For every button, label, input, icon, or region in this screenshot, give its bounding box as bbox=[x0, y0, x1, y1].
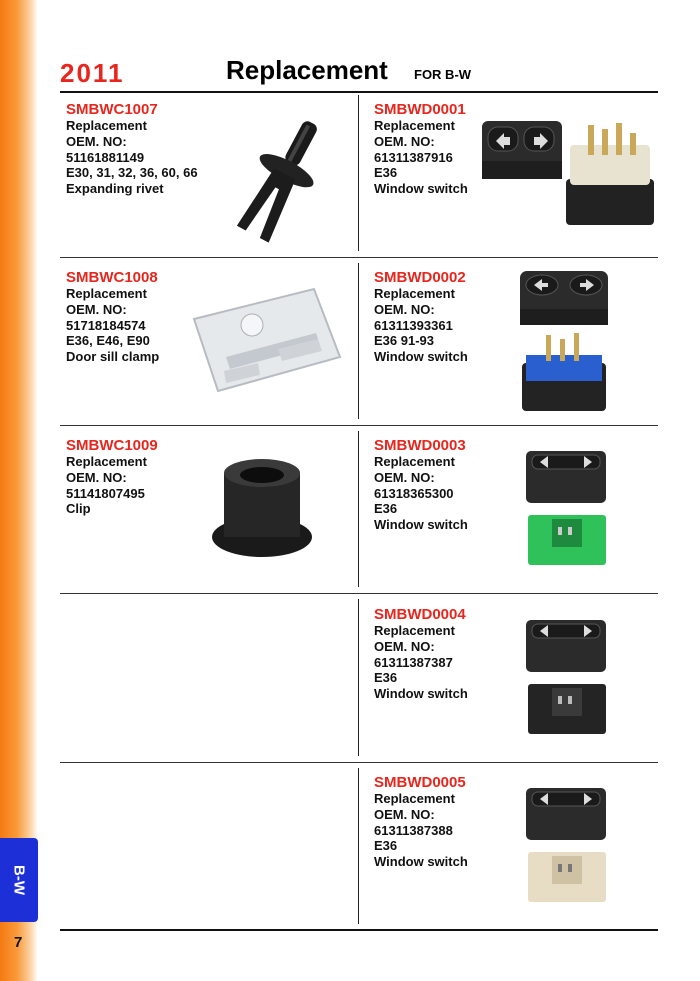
window-switch-image bbox=[522, 618, 612, 738]
part-name: Window switch bbox=[374, 854, 468, 870]
product-type: Replacement bbox=[66, 454, 147, 469]
clip-image bbox=[208, 455, 318, 565]
window-switch-image bbox=[522, 449, 612, 569]
models: E36 bbox=[374, 670, 398, 686]
column-divider bbox=[358, 95, 359, 251]
part-name: Window switch bbox=[374, 517, 468, 533]
product-type: Replacement bbox=[374, 454, 455, 469]
product-type: Replacement bbox=[374, 791, 455, 806]
oem-label: OEM. NO: bbox=[374, 638, 435, 654]
part-name: Window switch bbox=[374, 181, 468, 197]
oem-number: 51141807495 bbox=[66, 485, 145, 501]
part-name: Expanding rivet bbox=[66, 181, 164, 197]
oem-number: 61311393361 bbox=[374, 317, 453, 333]
door-sill-clamp-image bbox=[188, 279, 348, 399]
oem-label: OEM. NO: bbox=[66, 301, 127, 317]
side-color-strip bbox=[0, 0, 38, 981]
oem-number: 51161881149 bbox=[66, 149, 145, 165]
column-divider bbox=[358, 431, 359, 587]
window-switch-image bbox=[522, 786, 612, 906]
part-name: Window switch bbox=[374, 686, 468, 702]
page-number: 7 bbox=[14, 934, 23, 951]
product-code: SMBWC1009 bbox=[66, 437, 158, 454]
part-name: Door sill clamp bbox=[66, 349, 160, 365]
oem-number: 61311387388 bbox=[374, 822, 453, 838]
product-code: SMBWD0001 bbox=[374, 101, 466, 118]
product-type: Replacement bbox=[374, 623, 455, 638]
oem-label: OEM. NO: bbox=[66, 469, 127, 485]
product-card bbox=[66, 269, 356, 429]
oem-label: OEM. NO: bbox=[374, 133, 435, 149]
window-switch-image bbox=[516, 267, 616, 417]
product-type: Replacement bbox=[374, 286, 455, 301]
oem-label: OEM. NO: bbox=[374, 301, 435, 317]
product-type: Replacement bbox=[66, 118, 147, 133]
oem-number: 61318365300 bbox=[374, 485, 454, 501]
oem-label: OEM. NO: bbox=[66, 133, 127, 149]
oem-number: 61311387916 bbox=[374, 149, 453, 165]
models: E36 91-93 bbox=[374, 333, 434, 349]
product-card bbox=[374, 269, 664, 429]
product-type: Replacement bbox=[374, 118, 455, 133]
catalog-year: 2011 bbox=[60, 58, 125, 88]
header-rule bbox=[60, 91, 658, 93]
models: E30, 31, 32, 36, 60, 66 bbox=[66, 165, 198, 181]
page-title: Replacement bbox=[226, 55, 388, 85]
models: E36, E46, E90 bbox=[66, 333, 150, 349]
product-card bbox=[374, 101, 664, 261]
product-code: SMBWC1007 bbox=[66, 101, 158, 118]
brand-tab bbox=[0, 838, 38, 922]
column-divider bbox=[358, 599, 359, 756]
models: E36 bbox=[374, 838, 398, 854]
product-code: SMBWC1008 bbox=[66, 269, 158, 286]
window-switch-image bbox=[478, 115, 658, 230]
product-code: SMBWD0005 bbox=[374, 774, 466, 791]
oem-number: 61311387387 bbox=[374, 654, 453, 670]
brand-tab-label: B-W bbox=[10, 865, 28, 895]
models: E36 bbox=[374, 501, 398, 517]
page-subtitle: FOR B-W bbox=[414, 67, 472, 82]
product-card bbox=[66, 101, 356, 261]
column-divider bbox=[358, 263, 359, 419]
oem-label: OEM. NO: bbox=[374, 469, 435, 485]
product-card bbox=[66, 437, 356, 597]
expanding-rivet-image bbox=[216, 109, 346, 249]
models: E36 bbox=[374, 165, 398, 181]
product-card bbox=[374, 774, 664, 934]
product-code: SMBWD0002 bbox=[374, 269, 466, 286]
product-code: SMBWD0003 bbox=[374, 437, 466, 454]
product-card bbox=[374, 606, 664, 766]
column-divider bbox=[358, 768, 359, 924]
oem-label: OEM. NO: bbox=[374, 806, 435, 822]
part-name: Window switch bbox=[374, 349, 468, 365]
product-card bbox=[374, 437, 664, 597]
oem-number: 51718184574 bbox=[66, 317, 146, 333]
product-type: Replacement bbox=[66, 286, 147, 301]
product-code: SMBWD0004 bbox=[374, 606, 466, 623]
part-name: Clip bbox=[66, 501, 91, 517]
